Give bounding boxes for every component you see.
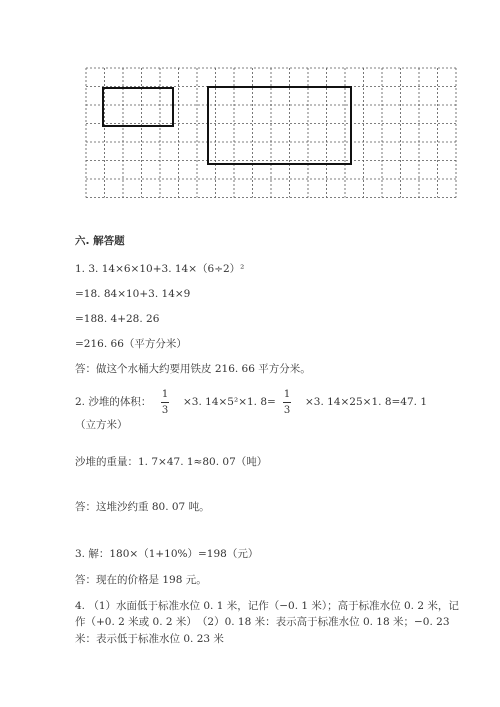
fraction-bar — [161, 402, 169, 403]
grid-figure — [0, 0, 500, 220]
q4-line1: 4. （1）水面低于标准水位 0. 1 米，记作（−0. 1 米）；高于标准水位 0. 2 米，记 — [75, 600, 459, 612]
q1-answer: 答：做这个水桶大约要用铁皮 216. 66 平方分米。 — [75, 363, 311, 375]
q2-rest: ×3. 14×25×1. 8=47. 1 — [305, 396, 428, 408]
q4-line2: 作（+0. 2 米或 0. 2 米） （2）0. 18 米：表示高于标准水位 0. 18 米；−0. 23 — [75, 616, 450, 628]
large-rectangle — [208, 87, 351, 164]
q1-line3: =188. 4+28. 26 — [75, 313, 160, 325]
q1-line1: 1. 3. 14×6×10+3. 14×（6÷2）² — [75, 263, 245, 275]
section-title: 六. 解答题 — [75, 235, 125, 247]
q2-answer: 答：这堆沙约重 80. 07 吨。 — [75, 501, 210, 513]
q2-fraction-1 — [160, 389, 170, 416]
q2-prefix: 2. 沙堆的体积： — [75, 396, 152, 408]
small-rectangle — [103, 88, 173, 126]
q1-line2: =18. 84×10+3. 14×9 — [75, 288, 191, 300]
q2-weight-line: 沙堆的重量：1. 7×47. 1≈80. 07（吨） — [75, 456, 268, 468]
fraction-numerator: 1 — [161, 389, 169, 400]
fraction-numerator: 1 — [283, 389, 291, 400]
fraction-denominator: 3 — [161, 405, 169, 416]
q4-line3: 米：表示低于标准水位 0. 23 米 — [75, 633, 224, 645]
fraction-denominator: 3 — [283, 405, 291, 416]
q3-line1: 3. 解：180×（1+10%）=198（元） — [75, 548, 259, 560]
q1-line4: =216. 66（平方分米） — [75, 338, 187, 350]
q2-fraction-2 — [282, 389, 292, 416]
q2-unit-line: （立方米） — [75, 419, 128, 431]
q2-mid: ×3. 14×5²×1. 8= — [183, 396, 276, 408]
q3-answer: 答：现在的价格是 198 元。 — [75, 574, 207, 586]
fraction-bar — [283, 402, 291, 403]
